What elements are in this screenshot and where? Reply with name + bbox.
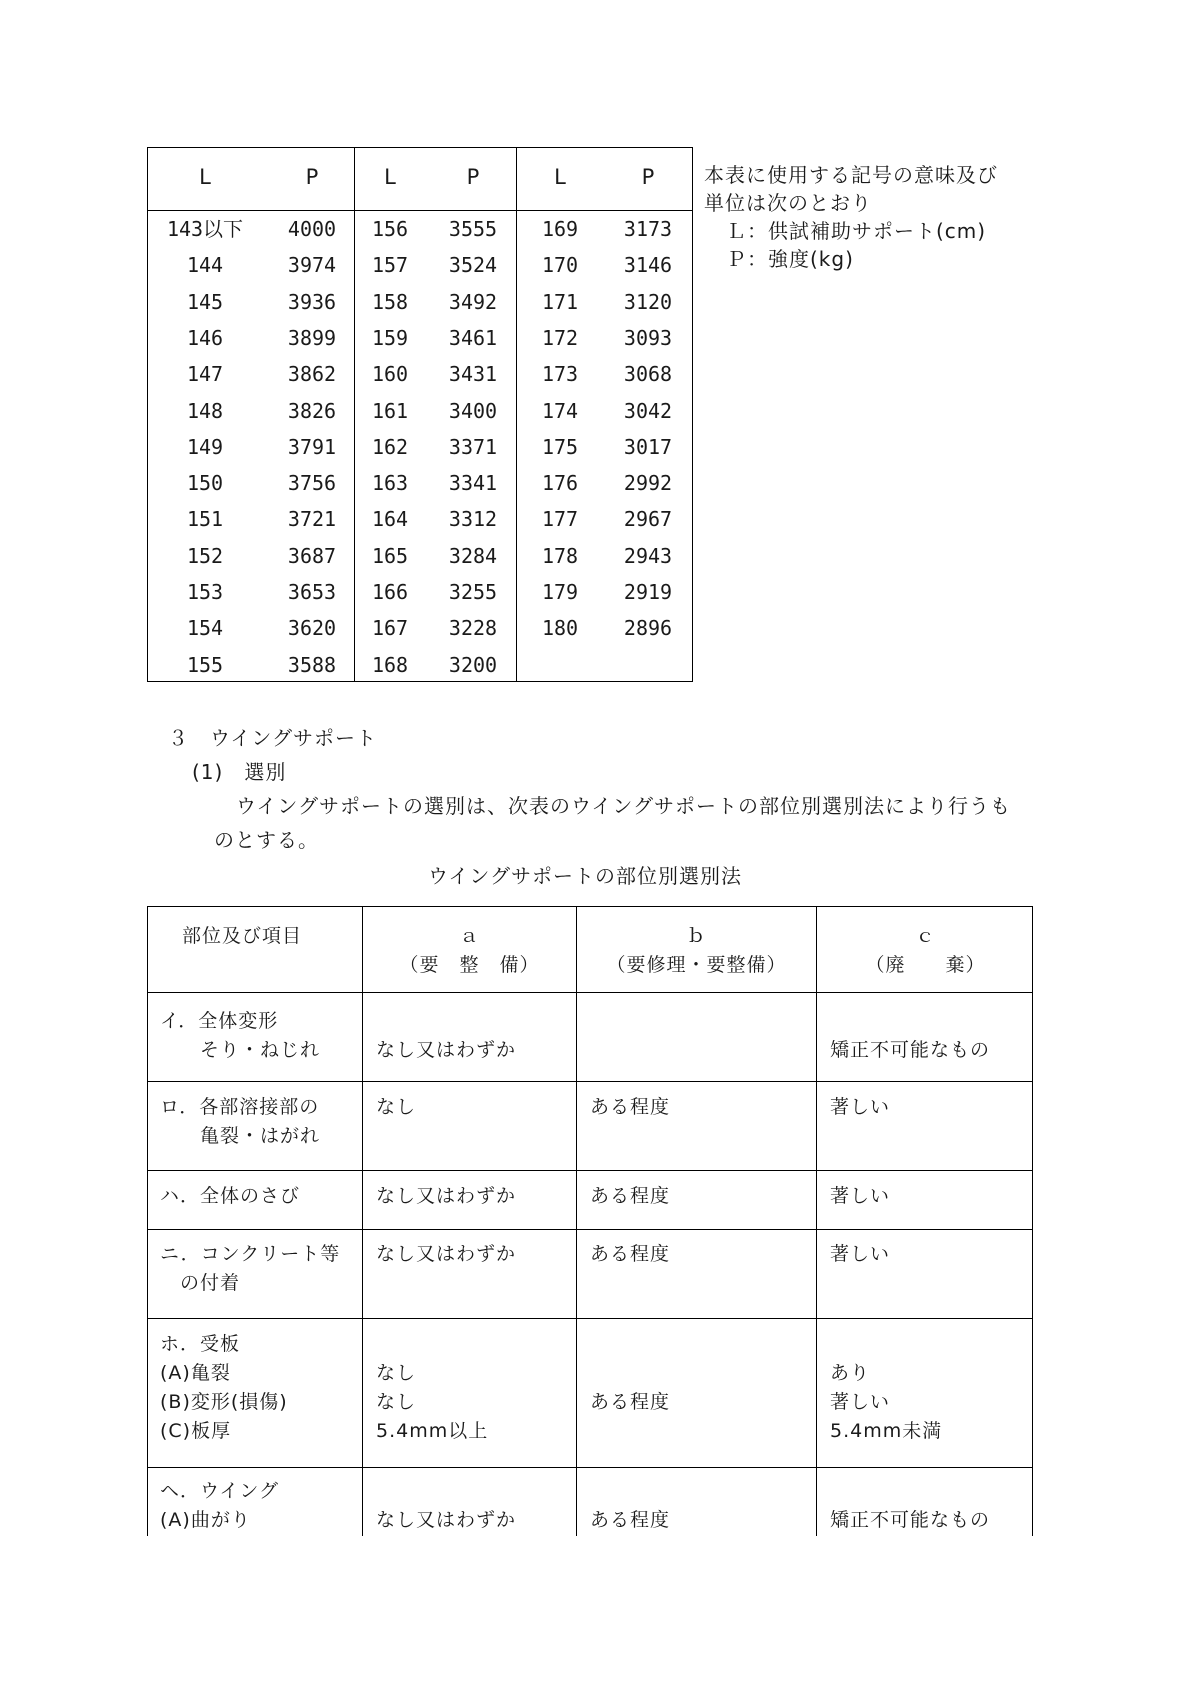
cell-length: 143以下: [166, 217, 244, 241]
cell-length: 177: [541, 507, 579, 532]
cell-line: 著しい: [830, 1391, 891, 1413]
cell-strength: 3862: [287, 362, 337, 387]
cell-length: 179: [541, 580, 579, 604]
legend-line-l: Ｌ：供試補助サポート(cm): [726, 219, 987, 243]
row-grade-b: [590, 1330, 670, 1417]
header-item: 部位及び項目: [182, 925, 303, 947]
cell-strength: 3936: [287, 289, 337, 314]
cell-line: 5.4mm未満: [830, 1420, 943, 1442]
row-item-label: [160, 1093, 320, 1151]
row-divider: [148, 992, 1032, 993]
cell-length: 166: [371, 580, 409, 604]
cell-strength: 3492: [448, 289, 498, 314]
column-divider: [576, 907, 577, 1536]
cell-length: 152: [186, 543, 224, 568]
cell-strength: 3400: [448, 398, 498, 423]
cell-line: 5.4mm以上: [376, 1420, 489, 1442]
section-subheading: (1) 選別: [192, 760, 287, 784]
header-b: [577, 922, 816, 980]
cell-line: ロ．各部溶接部の: [160, 1096, 320, 1118]
cell-length: 145: [186, 289, 224, 314]
header-b-letter: ｂ: [686, 925, 707, 947]
header-divider: [148, 210, 692, 211]
cell-length: 169: [541, 217, 579, 241]
section-heading: ３ ウイングサポート: [168, 726, 377, 750]
cell-length: 151: [186, 507, 224, 532]
header-a-label: （要 整 備）: [399, 954, 540, 976]
cell-line: なし: [376, 1362, 417, 1384]
row-item-label: [160, 1477, 279, 1535]
legend-line: 本表に使用する記号の意味及び: [704, 163, 998, 187]
cell-line: ハ．全体のさび: [160, 1185, 301, 1207]
row-grade-a: [376, 1182, 516, 1211]
cell-length: 164: [371, 507, 409, 532]
legend-line: 単位は次のとおり: [704, 191, 872, 215]
row-grade-c: [830, 1477, 990, 1535]
cell-line: 著しい: [830, 1096, 891, 1118]
row-grade-c: [830, 1182, 890, 1211]
cell-length: 154: [186, 616, 224, 641]
cell-strength: 3620: [287, 616, 337, 641]
cell-line: [376, 1330, 488, 1359]
cell-strength: 2992: [623, 471, 673, 496]
cell-length: 170: [541, 253, 579, 278]
cell-length: 176: [541, 471, 579, 496]
cell-line: なし: [376, 1096, 417, 1118]
cell-strength: 3826: [287, 398, 337, 423]
table-title: ウイングサポートの部位別選別法: [428, 864, 742, 888]
cell-line: なし又はわずか: [376, 1243, 517, 1265]
cell-strength: 2896: [623, 616, 673, 641]
cell-length: 158: [371, 289, 409, 314]
cell-length: 155: [186, 652, 224, 677]
cell-strength: 3974: [287, 253, 337, 278]
cell-strength: 3312: [448, 507, 498, 532]
header-a-letter: ａ: [459, 925, 480, 947]
body-text-line2: のとする。: [214, 828, 319, 852]
row-grade-b: [590, 1240, 670, 1269]
header-a: [363, 922, 576, 980]
cell-length: 153: [186, 580, 224, 604]
row-divider: [148, 1467, 1032, 1468]
cell-length: 178: [541, 543, 579, 568]
cell-line: [830, 1477, 990, 1506]
column-divider: [816, 907, 817, 1536]
cell-line: ある程度: [590, 1096, 671, 1118]
cell-line: (B)変形(損傷): [160, 1391, 288, 1413]
column-divider: [362, 907, 363, 1536]
header-p: P: [305, 165, 319, 189]
cell-line: なし又はわずか: [376, 1039, 517, 1061]
cell-length: 171: [541, 289, 579, 314]
cell-length: 165: [371, 543, 409, 568]
cell-strength: 3461: [448, 325, 498, 350]
cell-strength: 3524: [448, 253, 498, 278]
cell-length: 148: [186, 398, 224, 423]
cell-line: ある程度: [590, 1391, 671, 1413]
cell-line: [830, 1007, 990, 1036]
cell-line: なし又はわずか: [376, 1509, 517, 1531]
cell-length: 160: [371, 362, 409, 387]
cell-strength: 3173: [623, 217, 673, 241]
row-grade-b: [590, 1477, 670, 1535]
cell-strength: 3721: [287, 507, 337, 532]
header-l: L: [384, 165, 396, 189]
cell-line: ある程度: [590, 1185, 671, 1207]
cell-line: の付着: [160, 1272, 241, 1294]
cell-strength: 4000: [287, 217, 337, 241]
cell-length: 159: [371, 325, 409, 350]
body-text-line1: ウイングサポートの選別は、次表のウイングサポートの部位別選別法により行うも: [236, 794, 1011, 818]
cell-line: (A)曲がり: [160, 1509, 251, 1531]
row-divider: [148, 1170, 1032, 1171]
header-c-label: （廃 棄）: [865, 954, 986, 976]
cell-line: あり: [830, 1362, 871, 1384]
header-c-letter: ｃ: [915, 925, 936, 947]
cell-line: 矯正不可能なもの: [830, 1509, 991, 1531]
row-grade-b: [590, 1182, 670, 1211]
cell-strength: 3228: [448, 616, 498, 641]
cell-line: ヘ．ウイング: [160, 1480, 280, 1502]
legend-line-p: Ｐ：強度(kg): [726, 247, 854, 271]
cell-line: ある程度: [590, 1243, 671, 1265]
cell-length: 163: [371, 471, 409, 496]
cell-length: 161: [371, 398, 409, 423]
cell-line: 矯正不可能なもの: [830, 1039, 991, 1061]
cell-strength: 3371: [448, 434, 498, 459]
row-grade-a: [376, 1240, 516, 1269]
strength-table: [147, 147, 693, 682]
row-grade-c: [830, 1007, 990, 1065]
row-item-label: [160, 1330, 288, 1446]
cell-length: 173: [541, 362, 579, 387]
row-item-label: [160, 1007, 320, 1065]
row-grade-b: [590, 1093, 670, 1122]
cell-length: 147: [186, 362, 224, 387]
cell-line: [376, 1007, 516, 1036]
cell-strength: 3653: [287, 580, 337, 604]
cell-strength: 3093: [623, 325, 673, 350]
cell-length: 156: [371, 217, 409, 241]
cell-length: 175: [541, 434, 579, 459]
row-grade-a: [376, 1007, 516, 1065]
cell-line: ある程度: [590, 1509, 671, 1531]
cell-length: 144: [186, 253, 224, 278]
header-p: P: [466, 165, 480, 189]
row-grade-a: [376, 1330, 488, 1446]
row-item-label: [160, 1182, 300, 1211]
cell-strength: 2919: [623, 580, 673, 604]
cell-length: 150: [186, 471, 224, 496]
header-p: P: [641, 165, 655, 189]
cell-length: 146: [186, 325, 224, 350]
header-b-label: （要修理・要整備）: [606, 954, 787, 976]
cell-strength: 3791: [287, 434, 337, 459]
header-l: L: [199, 165, 211, 189]
legend: [704, 161, 998, 273]
cell-strength: 2967: [623, 507, 673, 532]
cell-strength: 3146: [623, 253, 673, 278]
cell-line: 著しい: [830, 1185, 891, 1207]
cell-strength: 3341: [448, 471, 498, 496]
cell-length: 168: [371, 652, 409, 677]
row-grade-a: [376, 1093, 416, 1122]
cell-strength: 3200: [448, 652, 498, 677]
cell-strength: 3431: [448, 362, 498, 387]
row-item-label: [160, 1240, 340, 1298]
row-divider: [148, 1229, 1032, 1230]
header-l: L: [554, 165, 566, 189]
cell-line: なし又はわずか: [376, 1185, 517, 1207]
cell-length: 174: [541, 398, 579, 423]
cell-line: イ．全体変形: [160, 1010, 279, 1032]
row-divider: [148, 1318, 1032, 1319]
cell-strength: 3555: [448, 217, 498, 241]
cell-strength: 3756: [287, 471, 337, 496]
row-divider: [148, 1081, 1032, 1082]
cell-strength: 3899: [287, 325, 337, 350]
header-c: [817, 922, 1033, 980]
selection-table: [147, 906, 1033, 1536]
cell-line: [830, 1330, 942, 1359]
cell-strength: 3042: [623, 398, 673, 423]
cell-strength: 3588: [287, 652, 337, 677]
cell-length: 172: [541, 325, 579, 350]
cell-line: (C)板厚: [160, 1420, 232, 1442]
cell-line: ニ．コンクリート等: [160, 1243, 341, 1265]
cell-line: [590, 1330, 670, 1359]
cell-length: 180: [541, 616, 579, 641]
cell-line: ホ．受板: [160, 1333, 241, 1355]
cell-strength: 3120: [623, 289, 673, 314]
cell-length: 149: [186, 434, 224, 459]
row-grade-c: [830, 1240, 890, 1269]
cell-line: なし: [376, 1391, 417, 1413]
cell-line: [590, 1477, 670, 1506]
cell-strength: 3687: [287, 543, 337, 568]
cell-strength: 2943: [623, 543, 673, 568]
cell-length: 162: [371, 434, 409, 459]
cell-line: [376, 1477, 516, 1506]
cell-strength: 3068: [623, 362, 673, 387]
row-grade-c: [830, 1093, 890, 1122]
cell-strength: 3284: [448, 543, 498, 568]
row-grade-c: [830, 1330, 942, 1446]
cell-strength: 3017: [623, 434, 673, 459]
cell-line: そり・ねじれ: [160, 1039, 321, 1061]
cell-line: 著しい: [830, 1243, 891, 1265]
cell-length: 167: [371, 616, 409, 641]
cell-strength: 3255: [448, 580, 498, 604]
row-grade-a: [376, 1477, 516, 1535]
cell-line: (A)亀裂: [160, 1362, 231, 1384]
cell-line: 亀裂・はがれ: [160, 1125, 321, 1147]
cell-length: 157: [371, 253, 409, 278]
cell-line: [590, 1359, 670, 1388]
